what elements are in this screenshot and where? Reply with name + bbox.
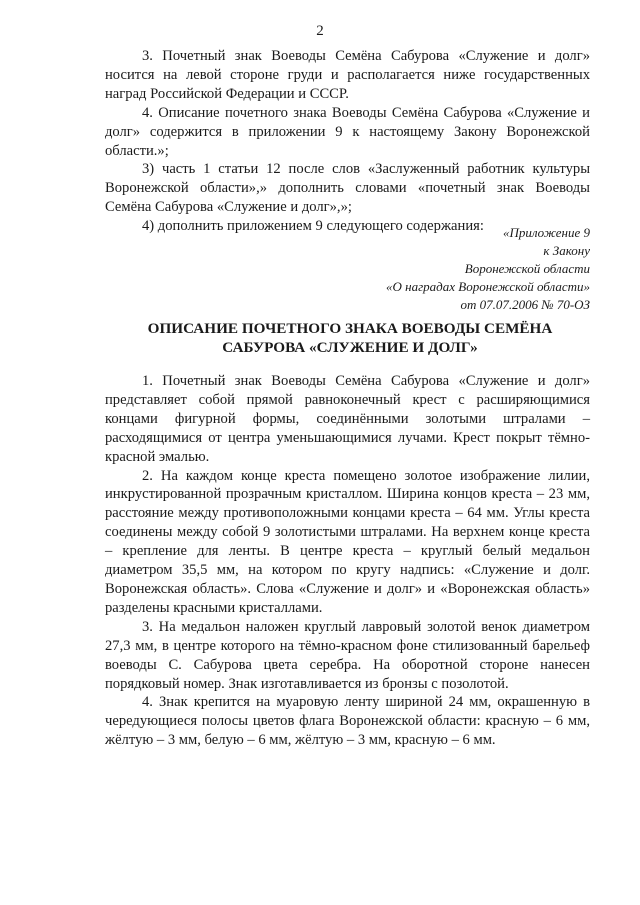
appendix-line: от 07.07.2006 № 70-ОЗ (460, 297, 590, 312)
description-section (105, 372, 590, 750)
appendix-line: «О наградах Воронежской области» (386, 279, 590, 294)
section-title-line: ОПИСАНИЕ ПОЧЕТНОГО ЗНАКА ВОЕВОДЫ СЕМЁНА (147, 320, 553, 337)
description-paragraph: 2. На каждом конце креста помещено золотое изображение лилии, инкрустированной прозрачным кристаллом. Ширина концов креста – 23 мм, расстояние между противоположными концами креста – 64 мм. Углы креста соединены между собой 9 золотистыми штралами. На верхнем конце креста – крепление для ленты. В центре креста – круглый белый медальон диаметром 35,5 мм, на котором по кругу надпись: «Служение и долг. Воронежская область». Слова «Служение и долг» и «Воронежская область» разделены красными кристаллами. (105, 467, 590, 616)
page-number: 2 (316, 23, 324, 39)
amendment-paragraph: 3. Почетный знак Воеводы Семёна Сабурова «Служение и долг» носится на левой стороне груди и располагается ниже государственных наград Российской Федерации и СССР. (105, 48, 590, 102)
section-title (110, 319, 590, 357)
appendix-line: Воронежской области (464, 261, 590, 276)
section-title-line: САБУРОВА «СЛУЖЕНИЕ И ДОЛГ» (222, 339, 478, 356)
description-paragraph: 3. На медальон наложен круглый лавровый золотой венок диаметром 27,3 мм, в центре которого на тёмно-красном фоне стилизованный барельеф воеводы С. Сабурова цвета серебра. На оборотной стороне нанесен порядковый номер. Знак изготавливается из бронзы с позолотой. (105, 618, 590, 692)
description-paragraph: 1. Почетный знак Воеводы Семёна Сабурова «Служение и долг» представляет собой прямой равноконечный крест с расширяющимися концами фигурной формы, соединёнными золотыми штралами – расходящимися от центра уменьшающимися лучами. Крест покрыт тёмно-красной эмалью. (105, 373, 590, 465)
description-paragraph: 4. Знак крепится на муаровую ленту шириной 24 мм, окрашенную в чередующиеся полосы цветов флага Воронежской области: красную – 6 мм, жёлтую – 3 мм, белую – 6 мм, жёлтую – 3 мм, красную – 6 мм. (105, 694, 590, 749)
appendix-line: «Приложение 9 (502, 225, 590, 240)
amendments-section (105, 47, 590, 236)
amendment-paragraph: 3) часть 1 статьи 12 после слов «Заслуженный работник культуры Воронежской области»,» дополнить словами «почетный знак Воеводы Семёна Сабурова «Служение и долг»,»; (105, 161, 590, 216)
appendix-line: к Закону (543, 243, 590, 258)
appendix-header (330, 224, 590, 314)
amendment-paragraph: 4. Описание почетного знака Воеводы Семёна Сабурова «Служение и долг» содержится в приложении 9 к настоящему Закону Воронежской области.»; (105, 104, 590, 159)
amendment-paragraph: 4) дополнить приложением 9 следующего содержания: (142, 218, 484, 235)
